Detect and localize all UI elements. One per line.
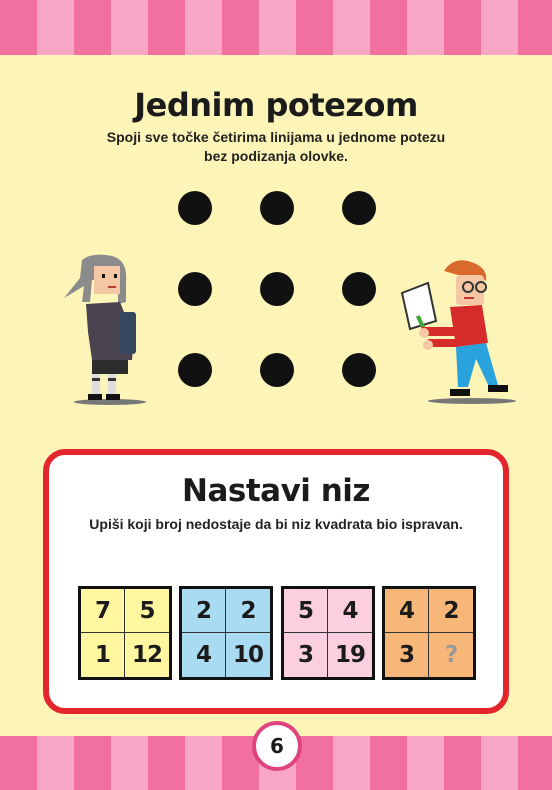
page-number: 6 <box>252 721 302 771</box>
square-cell: 1 <box>81 633 125 677</box>
dot[interactable] <box>260 272 294 306</box>
dot[interactable] <box>260 353 294 387</box>
puzzle1-instruction-line2: bez podizanja olovke. <box>204 148 348 164</box>
square-cell: 10 <box>232 642 263 668</box>
square-cell: 2 <box>226 589 270 633</box>
square-cell: 2 <box>429 589 473 633</box>
square-cell: 12 <box>131 642 162 668</box>
dot[interactable] <box>342 272 376 306</box>
dot[interactable] <box>342 191 376 225</box>
puzzle2-instruction: Upiši koji broj nedostaje da bi niz kvadrata bio ispravan. <box>89 516 463 532</box>
square-cell: 5 <box>125 589 169 633</box>
puzzle1-instruction-line1: Spoji sve točke četirima linijama u jednome potezu <box>106 129 446 145</box>
number-square-3 <box>281 586 375 680</box>
missing-number-cell[interactable]: ? <box>444 642 458 668</box>
top-stripe-border <box>0 0 552 55</box>
square-cell: 5 <box>284 589 328 633</box>
square-cell: 2 <box>182 589 226 633</box>
boy-illustration <box>398 255 522 407</box>
dot-grid <box>178 191 378 391</box>
square-cell: 7 <box>81 589 125 633</box>
girl-illustration <box>62 252 154 408</box>
puzzle2-title: Nastavi niz <box>182 473 370 509</box>
dot[interactable] <box>178 191 212 225</box>
square-cell: 3 <box>385 633 429 677</box>
square-cell: 4 <box>385 589 429 633</box>
number-square-1 <box>78 586 172 680</box>
dot[interactable] <box>178 353 212 387</box>
dot[interactable] <box>178 272 212 306</box>
number-square-2 <box>179 586 273 680</box>
square-cell: 19 <box>334 642 365 668</box>
square-cell: 3 <box>284 633 328 677</box>
number-square-4 <box>382 586 476 680</box>
dot[interactable] <box>260 191 294 225</box>
square-cell: 4 <box>328 589 372 633</box>
puzzle1-instruction <box>90 128 462 166</box>
square-cell: 4 <box>182 633 226 677</box>
puzzle1-title: Jednim potezom <box>134 86 418 124</box>
dot[interactable] <box>342 353 376 387</box>
